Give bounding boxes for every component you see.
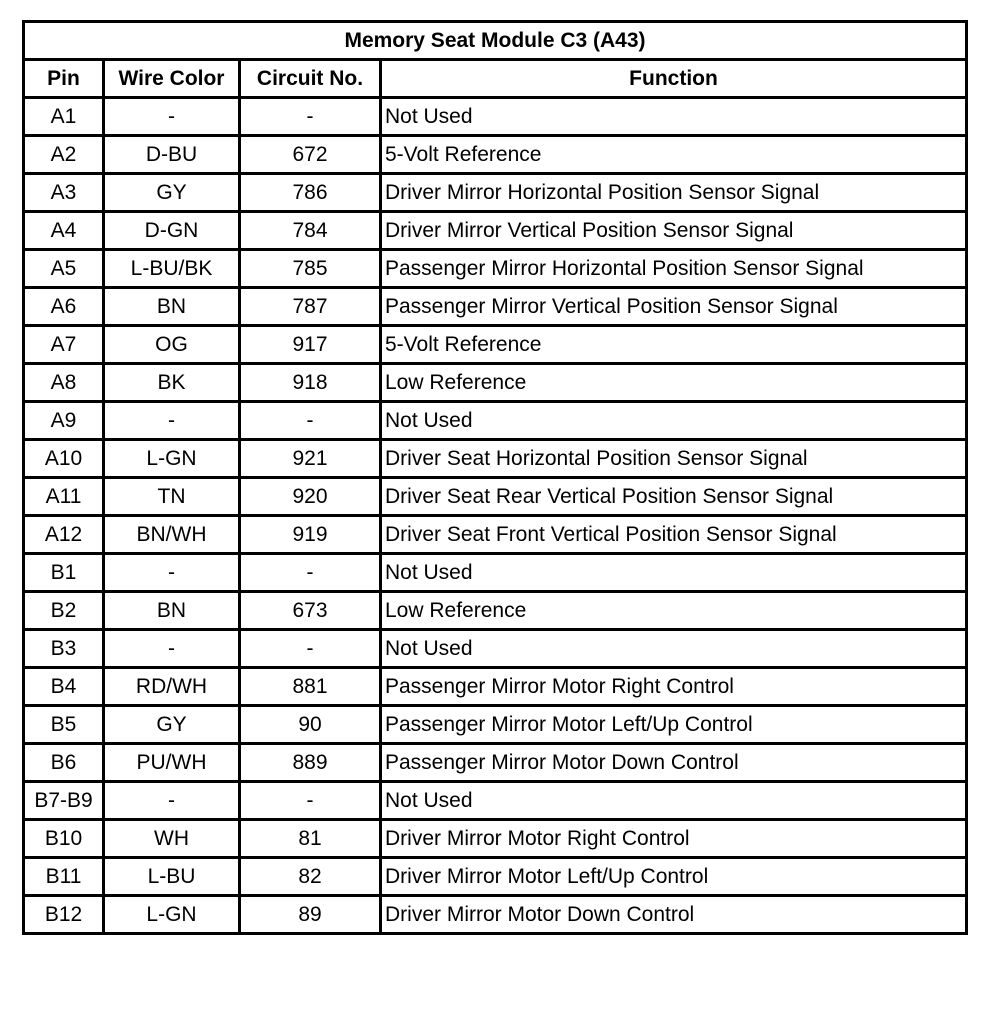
cell-circuit-no: 919: [240, 516, 381, 554]
cell-pin: B2: [24, 592, 104, 630]
table-row: [24, 440, 967, 478]
cell-circuit-no: 889: [240, 744, 381, 782]
cell-wire-color: BN/WH: [104, 516, 240, 554]
table-row: [24, 706, 967, 744]
connector-pinout-table: [22, 20, 968, 935]
cell-function: Driver Mirror Vertical Position Sensor Signal: [381, 212, 967, 250]
cell-wire-color: D-GN: [104, 212, 240, 250]
cell-wire-color: -: [104, 630, 240, 668]
cell-circuit-no: 673: [240, 592, 381, 630]
table-row: [24, 820, 967, 858]
cell-pin: B5: [24, 706, 104, 744]
table-row: [24, 554, 967, 592]
cell-circuit-no: 917: [240, 326, 381, 364]
header-circuit-no: Circuit No.: [240, 60, 381, 98]
header-function: Function: [381, 60, 967, 98]
cell-circuit-no: 786: [240, 174, 381, 212]
table-row: [24, 326, 967, 364]
table-row: [24, 364, 967, 402]
table-row: [24, 630, 967, 668]
cell-function: Low Reference: [381, 364, 967, 402]
table-row: [24, 98, 967, 136]
cell-function: Low Reference: [381, 592, 967, 630]
cell-function: Passenger Mirror Vertical Position Sensor Signal: [381, 288, 967, 326]
cell-pin: A2: [24, 136, 104, 174]
cell-wire-color: L-GN: [104, 896, 240, 934]
table-row: [24, 402, 967, 440]
cell-circuit-no: -: [240, 782, 381, 820]
cell-pin: A10: [24, 440, 104, 478]
cell-function: Passenger Mirror Horizontal Position Sensor Signal: [381, 250, 967, 288]
cell-function: Driver Mirror Horizontal Position Sensor Signal: [381, 174, 967, 212]
cell-function: Not Used: [381, 554, 967, 592]
cell-function: 5-Volt Reference: [381, 326, 967, 364]
table-row: [24, 858, 967, 896]
cell-pin: A3: [24, 174, 104, 212]
cell-function: Passenger Mirror Motor Left/Up Control: [381, 706, 967, 744]
cell-circuit-no: 881: [240, 668, 381, 706]
cell-pin: B11: [24, 858, 104, 896]
cell-circuit-no: 918: [240, 364, 381, 402]
table-row: [24, 744, 967, 782]
cell-function: 5-Volt Reference: [381, 136, 967, 174]
cell-pin: B4: [24, 668, 104, 706]
cell-wire-color: BK: [104, 364, 240, 402]
table-title: Memory Seat Module C3 (A43): [24, 22, 967, 60]
cell-pin: A9: [24, 402, 104, 440]
cell-circuit-no: 921: [240, 440, 381, 478]
cell-wire-color: -: [104, 554, 240, 592]
cell-circuit-no: 787: [240, 288, 381, 326]
cell-pin: A5: [24, 250, 104, 288]
cell-function: Driver Seat Front Vertical Position Sensor Signal: [381, 516, 967, 554]
cell-function: Driver Mirror Motor Right Control: [381, 820, 967, 858]
table-row: [24, 668, 967, 706]
table-row: [24, 174, 967, 212]
cell-wire-color: WH: [104, 820, 240, 858]
cell-wire-color: TN: [104, 478, 240, 516]
cell-function: Passenger Mirror Motor Down Control: [381, 744, 967, 782]
cell-pin: A11: [24, 478, 104, 516]
cell-pin: B1: [24, 554, 104, 592]
cell-pin: A7: [24, 326, 104, 364]
cell-pin: A4: [24, 212, 104, 250]
table-row: [24, 478, 967, 516]
cell-wire-color: L-BU: [104, 858, 240, 896]
cell-pin: A1: [24, 98, 104, 136]
cell-wire-color: -: [104, 402, 240, 440]
table-row: [24, 250, 967, 288]
cell-pin: B7-B9: [24, 782, 104, 820]
cell-circuit-no: 89: [240, 896, 381, 934]
cell-pin: A8: [24, 364, 104, 402]
header-wire-color: Wire Color: [104, 60, 240, 98]
cell-pin: A6: [24, 288, 104, 326]
cell-pin: B3: [24, 630, 104, 668]
cell-circuit-no: -: [240, 630, 381, 668]
header-pin: Pin: [24, 60, 104, 98]
cell-wire-color: GY: [104, 174, 240, 212]
table-row: [24, 516, 967, 554]
cell-circuit-no: 920: [240, 478, 381, 516]
cell-wire-color: -: [104, 98, 240, 136]
cell-pin: A12: [24, 516, 104, 554]
table-row: [24, 592, 967, 630]
cell-wire-color: RD/WH: [104, 668, 240, 706]
cell-circuit-no: 81: [240, 820, 381, 858]
cell-function: Driver Seat Rear Vertical Position Sensor Signal: [381, 478, 967, 516]
table-row: [24, 136, 967, 174]
cell-wire-color: OG: [104, 326, 240, 364]
cell-circuit-no: -: [240, 98, 381, 136]
cell-wire-color: D-BU: [104, 136, 240, 174]
cell-wire-color: BN: [104, 288, 240, 326]
cell-function: Not Used: [381, 402, 967, 440]
cell-pin: B10: [24, 820, 104, 858]
cell-function: Passenger Mirror Motor Right Control: [381, 668, 967, 706]
cell-function: Not Used: [381, 98, 967, 136]
cell-wire-color: PU/WH: [104, 744, 240, 782]
cell-function: Driver Mirror Motor Down Control: [381, 896, 967, 934]
cell-function: Driver Mirror Motor Left/Up Control: [381, 858, 967, 896]
table-row: [24, 288, 967, 326]
table-row: [24, 896, 967, 934]
cell-wire-color: GY: [104, 706, 240, 744]
cell-pin: B12: [24, 896, 104, 934]
cell-circuit-no: -: [240, 554, 381, 592]
header-row: [24, 60, 967, 98]
cell-wire-color: L-GN: [104, 440, 240, 478]
cell-circuit-no: 90: [240, 706, 381, 744]
table-row: [24, 782, 967, 820]
cell-function: Not Used: [381, 630, 967, 668]
title-row: [24, 22, 967, 60]
cell-pin: B6: [24, 744, 104, 782]
cell-function: Not Used: [381, 782, 967, 820]
cell-circuit-no: 784: [240, 212, 381, 250]
table-row: [24, 212, 967, 250]
cell-circuit-no: 82: [240, 858, 381, 896]
cell-wire-color: -: [104, 782, 240, 820]
cell-circuit-no: 672: [240, 136, 381, 174]
cell-circuit-no: -: [240, 402, 381, 440]
cell-wire-color: BN: [104, 592, 240, 630]
cell-wire-color: L-BU/BK: [104, 250, 240, 288]
cell-circuit-no: 785: [240, 250, 381, 288]
cell-function: Driver Seat Horizontal Position Sensor Signal: [381, 440, 967, 478]
